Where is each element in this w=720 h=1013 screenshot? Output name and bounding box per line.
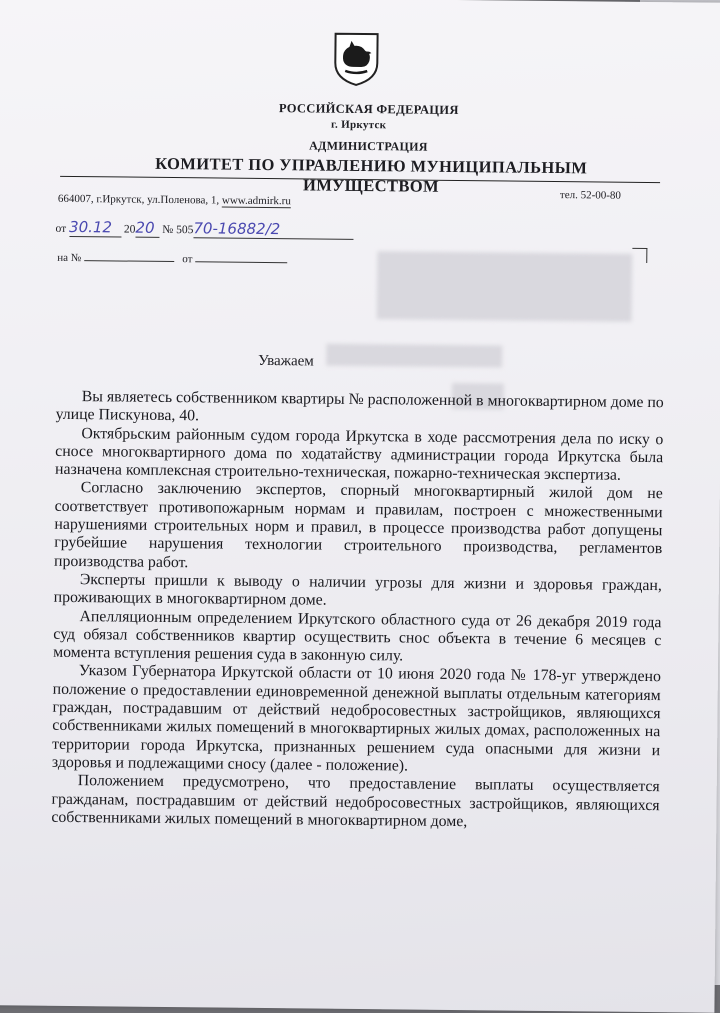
redacted-recipient: [377, 251, 633, 322]
incoming-reference: [57, 252, 287, 266]
from-label: от: [55, 222, 67, 235]
to-label: на №: [57, 251, 82, 265]
to-number-blank: [84, 260, 174, 262]
header-city: г. Иркутск: [330, 118, 387, 132]
website-link: www.admirk.ru: [221, 194, 291, 208]
number-label: № 505: [162, 223, 194, 237]
handwritten-date: 30.12: [69, 218, 121, 238]
address-text: 664007, г.Иркутск, ул.Поленова, 1,: [57, 192, 220, 207]
paragraph-2: Октябрьским районным судом города Иркутска в ходе рассмотрения дела по иску о сносе многоквартирного дома по ходатайству администрации города Иркутска была назначена комплексная строительно-техническая, пожарно-техническая экспертиза.: [54, 424, 664, 484]
paragraph-6: Указом Губернатора Иркутской области от 10 июня 2020 года № 178-уг утверждено положение о предоставлении единовременной денежной выплаты отдельным категориям граждан, пострадавшим от действий недобросовестных застройщиков, являющихся собственниками жилых помещений в многоквартирных жилых домах, расположенных на территории города Иркутска, признанных решением суда опасными для жизни и здоровья и подлежащими сносу (далее - положение).: [51, 662, 661, 775]
year-prefix: 20: [123, 223, 136, 236]
redacted-name: [326, 344, 502, 368]
header-address: [58, 193, 291, 208]
paragraph-4: Эксперты пришли к выводу о наличии угрозы для жизни и здоровья граждан, проживающих в многоквартирном доме.: [53, 571, 662, 609]
paragraph-1: Вы являетесь собственником квартиры № расположенной в многоквартирном доме по улице Пискунова, 40.: [55, 388, 664, 425]
irkutsk-coat-of-arms-icon: [331, 31, 382, 88]
address-block-corner: [632, 248, 647, 263]
to-from-label: от: [182, 253, 193, 266]
header-committee: КОМИТЕТ ПО УПРАВЛЕНИЮ МУНИЦИПАЛЬНЫМ ИМУЩЕСТВОМ: [155, 153, 588, 196]
header-administration: АДМИНИСТРАЦИЯ: [309, 138, 428, 154]
header-phone: тел. 52-00-80: [559, 189, 622, 202]
salutation: Уважаем: [258, 352, 314, 370]
handwritten-number: 70-16882/2: [193, 219, 353, 240]
outgoing-reference: [55, 218, 353, 240]
paragraph-7: Положением предусмотрено, что предоставление выплаты осуществляется гражданам, пострадавшим от действий недобросовестных застройщиков, являющихся собственниками жилых помещений в многоквартирном доме,: [51, 772, 660, 830]
letter-body: [51, 388, 664, 833]
paragraph-5: Апелляционным определением Иркутского областного суда от 26 декабря 2019 года суд обязал собственников квартир осуществить снос объекта в течение 6 месяцев с момента вступления решения суда в законную силу.: [53, 607, 662, 665]
to-date-blank: [195, 261, 287, 263]
header-country: РОССИЙСКАЯ ФЕДЕРАЦИЯ: [278, 101, 459, 118]
handwritten-year: 20: [135, 219, 159, 238]
paragraph-3: Согласно заключению экспертов, спорный многоквартирный жилой дом не соответствует противопожарным нормам и правилам, построен с множественными нарушениями строительных норм и правил, в процессе производства работ допущены грубейшие нарушения технологии строительного производства, регламентов производства работ.: [53, 479, 663, 571]
